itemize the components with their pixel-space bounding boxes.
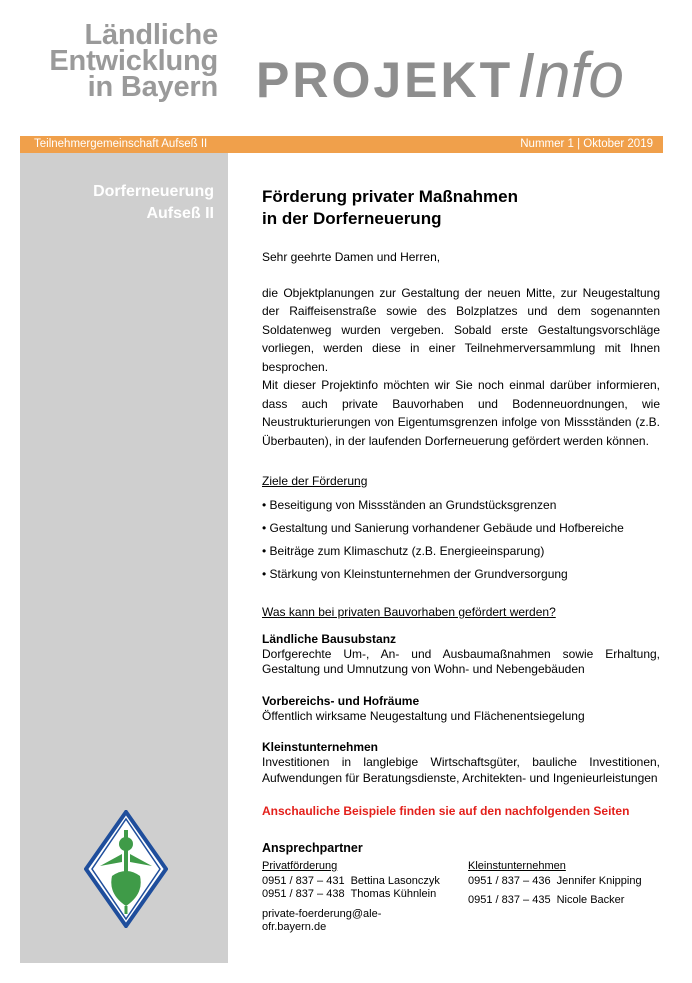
section-body: Dorfgerechte Um-, An- und Ausbaumaßnahmen sowie Erhaltung, Gestaltung und Umnutzung von Wohn- und Nebengebäuden [262, 646, 660, 676]
contact-name: Thomas Kühnlein [350, 888, 437, 900]
title-projekt: PROJEKT [256, 52, 514, 108]
logo-line-2: Entwicklung [49, 45, 218, 77]
list-item: • Beiträge zum Klimaschutz (z.B. Energieeinsparung) [262, 543, 545, 558]
ale-emblem-icon [84, 810, 168, 928]
goals-heading: Ziele der Förderung [262, 474, 368, 488]
section-small-businesses [262, 740, 660, 786]
community-name: Teilnehmergemeinschaft Aufseß II [34, 138, 208, 150]
contacts-small-heading: Kleinstunternehmen [468, 860, 566, 872]
section-heading: Kleinstunternehmen [262, 740, 379, 754]
logo-wordmark [49, 19, 218, 103]
article [262, 186, 660, 950]
issue-info: Nummer 1 | Oktober 2019 [520, 138, 653, 150]
article-title-line-1: Förderung privater Maßnahmen [262, 187, 518, 206]
logo-line-1: Ländliche [84, 19, 218, 51]
section-body: Öffentlich wirksame Neugestaltung und Flächenentsiegelung [262, 708, 585, 723]
contact-row [262, 875, 440, 888]
contact-phone: 0951 / 837 – 438 [262, 888, 345, 900]
sidebar-title-line-1: Dorferneuerung [93, 183, 214, 200]
sidebar-title-line-2: Aufseß II [146, 205, 214, 222]
section-heading: Ländliche Bausubstanz [262, 631, 397, 646]
article-title-line-2: in der Dorferneuerung [262, 208, 442, 228]
funding-question-heading: Was kann bei privaten Bauvorhaben gefördert werden? [262, 605, 556, 619]
examples-notice: Anschauliche Beispiele finden sie auf den nachfolgenden Seiten [262, 804, 630, 818]
section-courtyards [262, 694, 660, 725]
list-item: • Stärkung von Kleinstunternehmen der Grundversorgung [262, 566, 568, 581]
logo-line-3: in Bayern [87, 71, 218, 103]
contacts [262, 860, 660, 950]
list-item: • Gestaltung und Sanierung vorhandener Gebäude und Hofbereiche [262, 520, 624, 535]
contacts-private-heading: Privatförderung [262, 860, 338, 872]
header-bar [20, 136, 663, 153]
contact-phone: 0951 / 837 – 436 [468, 875, 551, 887]
contact-email: private-foerderung@ale-ofr.bayern.de [262, 908, 382, 933]
contact-name: Jennifer Knipping [556, 875, 642, 887]
sidebar-title [93, 181, 214, 225]
section-rural-buildings [262, 632, 660, 678]
section-body: Investitionen in langlebige Wirtschaftsgüter, bauliche Investitionen, Aufwendungen für Beratungsdienste, Architekten- und Ingenieurleistungen [262, 755, 660, 785]
contact-phone: 0951 / 837 – 435 [468, 894, 551, 906]
title-info: Info [517, 39, 624, 111]
contact-row [468, 894, 642, 907]
contacts-small-business [468, 860, 642, 913]
contact-phone: 0951 / 837 – 431 [262, 875, 345, 887]
paragraph-2: Mit dieser Projektinfo möchten wir Sie noch einmal darüber informieren, dass auch private Bauvorhaben und Bodenneuordnungen, wie Neustrukturierungen von Eigentumsgrenzen infolge von Missständen (z.B. Überbauten), in der laufenden Dorferneuerung gefördert werden können. [262, 378, 660, 448]
list-item: • Beseitigung von Missständen an Grundstücksgrenzen [262, 497, 557, 512]
paragraph-1: die Objektplanungen zur Gestaltung der neuen Mitte, zur Neugestaltung der Raiffeisenstraße sowie des Bolzplatzes und dem sogenannten Soldatenweg wurden vergeben. Sobald erste Gestaltungsvorschläge vorliegen, werden diese in einer Teilnehmerversammlung mit Ihnen besprochen. [262, 285, 660, 374]
goals-list [262, 495, 660, 586]
contact-name: Nicole Backer [556, 894, 625, 906]
contact-row [262, 888, 440, 901]
contacts-private [262, 860, 440, 933]
contact-name: Bettina Lasonczyk [350, 875, 440, 887]
contacts-heading: Ansprechpartner [262, 840, 363, 855]
newsletter-title [256, 40, 624, 128]
greeting: Sehr geehrte Damen und Herren, [262, 250, 441, 264]
article-title [262, 186, 660, 229]
contact-row [468, 875, 642, 888]
section-heading: Vorbereichs- und Hofräume [262, 693, 420, 708]
